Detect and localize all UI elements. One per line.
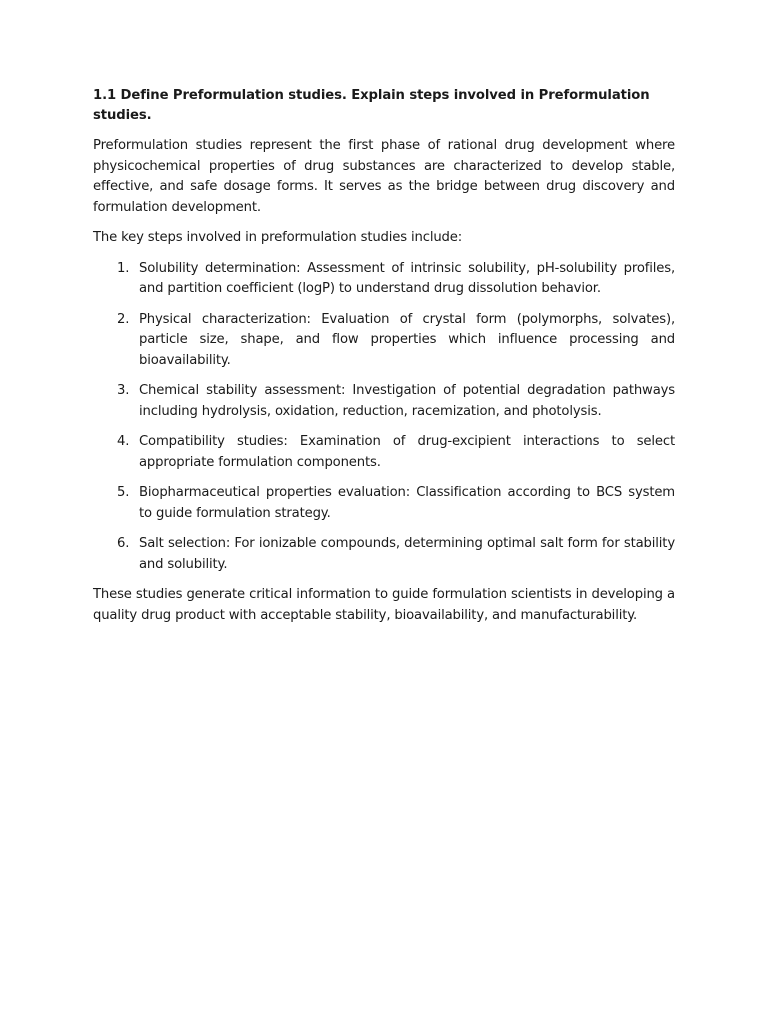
list-item-text: Solubility determination: Assessment of intrinsic solubility, pH-solubility profiles, and partition coefficient (logP) to understand drug dissolution behavior. (139, 260, 675, 296)
list-item-number: 4. (117, 434, 130, 449)
list-item (93, 432, 675, 473)
list-item-number: 3. (117, 383, 130, 398)
list-item-number: 2. (117, 311, 130, 327)
list-item-text: Chemical stability assessment: Investigation of potential degradation pathways including hydrolysis, oxidation, reduction, racemization, and photolysis. (139, 383, 675, 419)
list-item-text: Salt selection: For ionizable compounds, determining optimal salt form for stability and solubility. (139, 536, 675, 572)
list-item (93, 310, 675, 372)
steps-intro-paragraph: The key steps involved in preformulation studies include: (93, 230, 463, 245)
document-page (93, 86, 675, 636)
intro-paragraph: Preformulation studies represent the first phase of rational drug development where physicochemical properties of drug substances are characterized to develop stable, effective, and safe dosage forms. It serves as the bridge between drug discovery and formulation development. (93, 138, 675, 215)
list-item-text: Physical characterization: Evaluation of crystal form (polymorphs, solvates), particle size, shape, and flow properties which influence processing and bioavailability. (139, 311, 675, 368)
list-item-number: 1. (117, 260, 130, 276)
list-item (93, 483, 675, 524)
list-item-text: Compatibility studies: Examination of drug-excipient interactions to select appropriate formulation components. (139, 434, 675, 470)
list-item (93, 259, 675, 300)
list-item-number: 6. (117, 536, 130, 551)
list-item-number: 5. (117, 485, 130, 500)
list-item (93, 381, 675, 422)
question-heading: 1.1 Define Preformulation studies. Explain steps involved in Preformulation studies. (93, 88, 650, 123)
steps-list (93, 259, 675, 576)
list-item-text: Biopharmaceutical properties evaluation: Classification according to BCS system to guide formulation strategy. (139, 485, 675, 521)
conclusion-paragraph: These studies generate critical information to guide formulation scientists in developing a quality drug product with acceptable stability, bioavailability, and manufacturability. (93, 587, 675, 623)
list-item (93, 534, 675, 575)
